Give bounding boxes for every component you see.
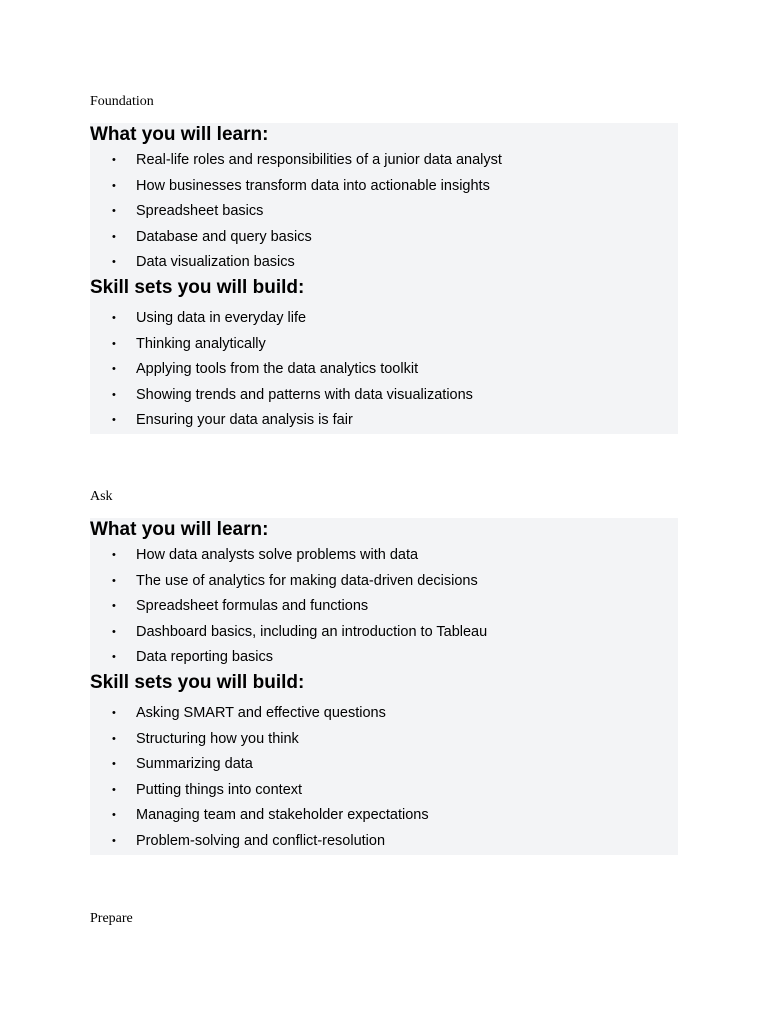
learn-list: [90, 147, 678, 276]
list-item: • Data reporting basics: [112, 645, 678, 671]
bullet-icon: •: [112, 256, 116, 269]
list-item: • Summarizing data: [112, 752, 678, 778]
bullet-icon: •: [112, 337, 116, 350]
list-item: • Structuring how you think: [112, 727, 678, 753]
list-item: • Database and query basics: [112, 225, 678, 251]
bullet-icon: •: [112, 230, 116, 243]
bullet-icon: •: [112, 549, 116, 561]
bullet-icon: •: [112, 732, 116, 745]
bullet-icon: •: [112, 600, 116, 613]
list-item: • Applying tools from the data analytics toolkit: [112, 357, 678, 383]
list-item: • Dashboard basics, including an introduction to Tableau: [112, 620, 678, 646]
list-item: • Problem-solving and conflict-resolution: [112, 829, 678, 855]
bullet-icon: •: [112, 205, 116, 218]
bullet-icon: •: [112, 651, 116, 664]
list-item: • Asking SMART and effective questions: [112, 701, 678, 727]
skills-heading: Skill sets you will build:: [90, 671, 678, 695]
bullet-icon: •: [112, 706, 116, 719]
list-item: • Spreadsheet formulas and functions: [112, 594, 678, 620]
skills-list: [90, 695, 678, 855]
skills-heading: Skill sets you will build:: [90, 276, 678, 300]
list-item: • The use of analytics for making data-driven decisions: [112, 569, 678, 595]
skills-list: [90, 300, 678, 434]
bullet-icon: •: [112, 414, 116, 427]
bullet-icon: •: [112, 154, 116, 166]
list-item: • Thinking analytically: [112, 332, 678, 358]
section-ask: [90, 518, 678, 855]
section-title-prepare: Prepare: [90, 911, 133, 926]
list-item: • Putting things into context: [112, 778, 678, 804]
list-item: • Spreadsheet basics: [112, 199, 678, 225]
bullet-icon: •: [112, 388, 116, 401]
learn-list: [90, 542, 678, 671]
bullet-icon: •: [112, 783, 116, 796]
bullet-icon: •: [112, 758, 116, 771]
list-item: • Managing team and stakeholder expectations: [112, 803, 678, 829]
list-item: • Ensuring your data analysis is fair: [112, 408, 678, 434]
bullet-icon: •: [112, 574, 116, 587]
list-item: • How businesses transform data into actionable insights: [112, 174, 678, 200]
learn-heading: What you will learn:: [90, 518, 678, 542]
bullet-icon: •: [112, 834, 116, 847]
bullet-icon: •: [112, 363, 116, 376]
section-title-foundation: Foundation: [90, 94, 154, 109]
list-item: • How data analysts solve problems with data: [112, 543, 678, 569]
list-item: • Showing trends and patterns with data visualizations: [112, 383, 678, 409]
bullet-icon: •: [112, 625, 116, 638]
list-item: • Using data in everyday life: [112, 306, 678, 332]
section-title-ask: Ask: [90, 489, 113, 504]
bullet-icon: •: [112, 179, 116, 192]
bullet-icon: •: [112, 809, 116, 822]
bullet-icon: •: [112, 311, 116, 324]
list-item: • Data visualization basics: [112, 250, 678, 276]
learn-heading: What you will learn:: [90, 123, 678, 147]
section-foundation: [90, 123, 678, 434]
list-item: • Real-life roles and responsibilities of a junior data analyst: [112, 148, 678, 174]
